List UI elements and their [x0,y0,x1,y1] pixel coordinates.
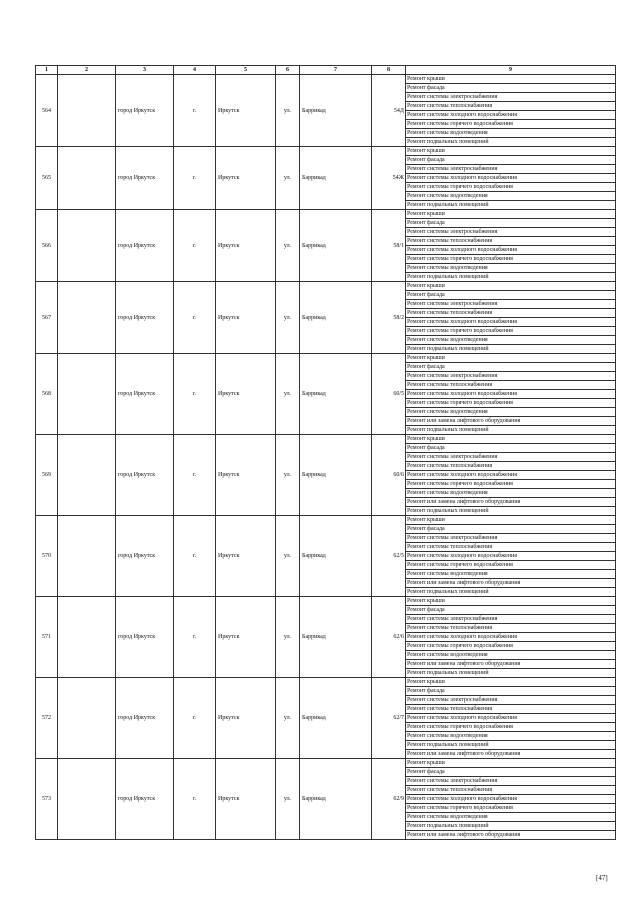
street-type-cell: ул. [276,678,300,759]
row-number-cell: 573 [36,759,58,840]
work-type-cell: Ремонт системы теплоснабжения [406,543,616,552]
work-type-cell: Ремонт крыши [406,282,616,291]
work-type-cell: Ремонт или замена лифтового оборудования [406,750,616,759]
city-type-cell: г. [174,354,216,435]
city-cell: Иркутск [216,516,276,597]
city-cell: Иркутск [216,759,276,840]
city-type-cell: г. [174,759,216,840]
work-type-cell: Ремонт системы электроснабжения [406,300,616,309]
work-type-cell: Ремонт системы холодного водоснабжения [406,471,616,480]
work-type-cell: Ремонт системы теплоснабжения [406,102,616,111]
work-type-cell: Ремонт подвальных помещений [406,426,616,435]
work-type-cell: Ремонт крыши [406,759,616,768]
work-type-cell: Ремонт системы водоотведения [406,129,616,138]
work-type-cell: Ремонт системы горячего водоснабжения [406,327,616,336]
work-type-cell: Ремонт или замена лифтового оборудования [406,831,616,840]
work-type-cell: Ремонт системы электроснабжения [406,93,616,102]
work-type-cell: Ремонт системы электроснабжения [406,453,616,462]
work-type-cell: Ремонт системы холодного водоснабжения [406,552,616,561]
column-header: 3 [116,66,174,75]
work-type-cell: Ремонт крыши [406,147,616,156]
street-cell: Баррикад [300,282,372,354]
settlement-cell: город Иркутск [116,210,174,282]
city-cell: Иркутск [216,75,276,147]
work-type-cell: Ремонт системы водоотведения [406,408,616,417]
city-type-cell: г. [174,516,216,597]
empty-cell [58,597,116,678]
work-type-cell: Ремонт подвальных помещений [406,588,616,597]
document-page [35,65,615,840]
empty-cell [58,210,116,282]
work-type-cell: Ремонт фасада [406,606,616,615]
street-type-cell: ул. [276,282,300,354]
work-type-cell: Ремонт системы водоотведения [406,264,616,273]
house-number-cell: 62/6 [372,597,406,678]
street-type-cell: ул. [276,210,300,282]
city-cell: Иркутск [216,597,276,678]
column-header: 2 [58,66,116,75]
work-type-cell: Ремонт фасада [406,363,616,372]
work-type-cell: Ремонт системы горячего водоснабжения [406,723,616,732]
work-type-cell: Ремонт крыши [406,678,616,687]
table-row [36,354,616,363]
column-header: 9 [406,66,616,75]
work-type-cell: Ремонт системы водоотведения [406,813,616,822]
work-type-cell: Ремонт системы водоотведения [406,651,616,660]
house-number-cell: 62/5 [372,516,406,597]
work-type-cell: Ремонт системы холодного водоснабжения [406,174,616,183]
settlement-cell: город Иркутск [116,282,174,354]
settlement-cell: город Иркутск [116,75,174,147]
work-type-cell: Ремонт или замена лифтового оборудования [406,579,616,588]
city-cell: Иркутск [216,210,276,282]
row-number-cell: 571 [36,597,58,678]
street-cell: Баррикад [300,147,372,210]
street-cell: Баррикад [300,75,372,147]
row-number-cell: 569 [36,435,58,516]
street-cell: Баррикад [300,759,372,840]
house-number-cell: 58/1 [372,210,406,282]
city-type-cell: г. [174,678,216,759]
table-row [36,435,616,444]
row-number-cell: 570 [36,516,58,597]
work-type-cell: Ремонт системы горячего водоснабжения [406,255,616,264]
work-type-cell: Ремонт системы электроснабжения [406,372,616,381]
work-type-cell: Ремонт системы водоотведения [406,489,616,498]
work-type-cell: Ремонт подвальных помещений [406,345,616,354]
row-number-cell: 565 [36,147,58,210]
empty-cell [58,75,116,147]
house-number-cell: 54Ж [372,147,406,210]
table-row [36,75,616,84]
work-type-cell: Ремонт системы холодного водоснабжения [406,714,616,723]
house-number-cell: 60/6 [372,435,406,516]
work-type-cell: Ремонт фасада [406,219,616,228]
work-type-cell: Ремонт системы холодного водоснабжения [406,390,616,399]
work-type-cell: Ремонт системы электроснабжения [406,165,616,174]
work-type-cell: Ремонт подвальных помещений [406,669,616,678]
settlement-cell: город Иркутск [116,597,174,678]
house-number-cell: 58/2 [372,282,406,354]
settlement-cell: город Иркутск [116,759,174,840]
work-type-cell: Ремонт или замена лифтового оборудования [406,660,616,669]
city-cell: Иркутск [216,678,276,759]
work-type-cell: Ремонт фасада [406,687,616,696]
table-row [36,597,616,606]
work-type-cell: Ремонт системы теплоснабжения [406,624,616,633]
work-type-cell: Ремонт системы теплоснабжения [406,309,616,318]
work-type-cell: Ремонт системы теплоснабжения [406,705,616,714]
column-header: 4 [174,66,216,75]
work-type-cell: Ремонт системы горячего водоснабжения [406,561,616,570]
column-header: 5 [216,66,276,75]
table-header-row [36,66,616,75]
settlement-cell: город Иркутск [116,516,174,597]
work-type-cell: Ремонт системы водоотведения [406,570,616,579]
table-row [36,678,616,687]
city-cell: Иркутск [216,147,276,210]
street-type-cell: ул. [276,147,300,210]
street-cell: Баррикад [300,354,372,435]
work-type-cell: Ремонт системы теплоснабжения [406,462,616,471]
column-header: 8 [372,66,406,75]
settlement-cell: город Иркутск [116,354,174,435]
work-type-cell: Ремонт системы теплоснабжения [406,237,616,246]
street-type-cell: ул. [276,516,300,597]
work-type-cell: Ремонт крыши [406,516,616,525]
work-type-cell: Ремонт подвальных помещений [406,822,616,831]
work-type-cell: Ремонт системы электроснабжения [406,615,616,624]
work-type-cell: Ремонт системы водоотведения [406,732,616,741]
city-type-cell: г. [174,75,216,147]
work-type-cell: Ремонт системы холодного водоснабжения [406,795,616,804]
work-type-cell: Ремонт фасада [406,291,616,300]
work-type-cell: Ремонт подвальных помещений [406,138,616,147]
work-type-cell: Ремонт системы холодного водоснабжения [406,111,616,120]
city-cell: Иркутск [216,435,276,516]
work-type-cell: Ремонт крыши [406,597,616,606]
table-row [36,759,616,768]
work-type-cell: Ремонт системы горячего водоснабжения [406,120,616,129]
work-type-cell: Ремонт системы горячего водоснабжения [406,183,616,192]
city-type-cell: г. [174,597,216,678]
work-type-cell: Ремонт подвальных помещений [406,273,616,282]
city-cell: Иркутск [216,354,276,435]
work-type-cell: Ремонт подвальных помещений [406,507,616,516]
work-type-cell: Ремонт фасада [406,444,616,453]
work-type-cell: Ремонт системы холодного водоснабжения [406,246,616,255]
city-type-cell: г. [174,435,216,516]
work-type-cell: Ремонт крыши [406,435,616,444]
work-type-cell: Ремонт системы холодного водоснабжения [406,633,616,642]
house-number-cell: 62/7 [372,678,406,759]
empty-cell [58,759,116,840]
settlement-cell: город Иркутск [116,147,174,210]
empty-cell [58,354,116,435]
capital-repair-table [35,65,616,840]
work-type-cell: Ремонт крыши [406,354,616,363]
work-type-cell: Ремонт системы водоотведения [406,192,616,201]
work-type-cell: Ремонт системы электроснабжения [406,696,616,705]
house-number-cell: 54Д [372,75,406,147]
house-number-cell: 62/9 [372,759,406,840]
street-cell: Баррикад [300,678,372,759]
city-type-cell: г. [174,147,216,210]
work-type-cell: Ремонт фасада [406,768,616,777]
table-row [36,147,616,156]
work-type-cell: Ремонт фасада [406,525,616,534]
street-type-cell: ул. [276,759,300,840]
work-type-cell: Ремонт или замена лифтового оборудования [406,498,616,507]
street-type-cell: ул. [276,75,300,147]
work-type-cell: Ремонт системы водоотведения [406,336,616,345]
table-row [36,210,616,219]
settlement-cell: город Иркутск [116,435,174,516]
city-cell: Иркутск [216,282,276,354]
work-type-cell: Ремонт системы теплоснабжения [406,381,616,390]
city-type-cell: г. [174,282,216,354]
work-type-cell: Ремонт крыши [406,75,616,84]
row-number-cell: 568 [36,354,58,435]
empty-cell [58,282,116,354]
empty-cell [58,678,116,759]
work-type-cell: Ремонт подвальных помещений [406,201,616,210]
row-number-cell: 572 [36,678,58,759]
work-type-cell: Ремонт системы электроснабжения [406,534,616,543]
column-header: 1 [36,66,58,75]
page-number: [47] [596,874,608,882]
work-type-cell: Ремонт системы горячего водоснабжения [406,480,616,489]
table-row [36,516,616,525]
row-number-cell: 566 [36,210,58,282]
house-number-cell: 60/5 [372,354,406,435]
street-cell: Баррикад [300,435,372,516]
work-type-cell: Ремонт системы горячего водоснабжения [406,642,616,651]
row-number-cell: 564 [36,75,58,147]
work-type-cell: Ремонт подвальных помещений [406,741,616,750]
street-cell: Баррикад [300,210,372,282]
street-cell: Баррикад [300,516,372,597]
empty-cell [58,147,116,210]
street-type-cell: ул. [276,354,300,435]
work-type-cell: Ремонт системы горячего водоснабжения [406,399,616,408]
column-header: 7 [300,66,372,75]
work-type-cell: Ремонт системы электроснабжения [406,228,616,237]
column-header: 6 [276,66,300,75]
street-type-cell: ул. [276,597,300,678]
street-type-cell: ул. [276,435,300,516]
work-type-cell: Ремонт крыши [406,210,616,219]
settlement-cell: город Иркутск [116,678,174,759]
table-row [36,282,616,291]
work-type-cell: Ремонт или замена лифтового оборудования [406,417,616,426]
city-type-cell: г. [174,210,216,282]
empty-cell [58,435,116,516]
street-cell: Баррикад [300,597,372,678]
row-number-cell: 567 [36,282,58,354]
work-type-cell: Ремонт системы электроснабжения [406,777,616,786]
work-type-cell: Ремонт системы теплоснабжения [406,786,616,795]
work-type-cell: Ремонт системы горячего водоснабжения [406,804,616,813]
work-type-cell: Ремонт системы холодного водоснабжения [406,318,616,327]
empty-cell [58,516,116,597]
work-type-cell: Ремонт фасада [406,84,616,93]
work-type-cell: Ремонт фасада [406,156,616,165]
